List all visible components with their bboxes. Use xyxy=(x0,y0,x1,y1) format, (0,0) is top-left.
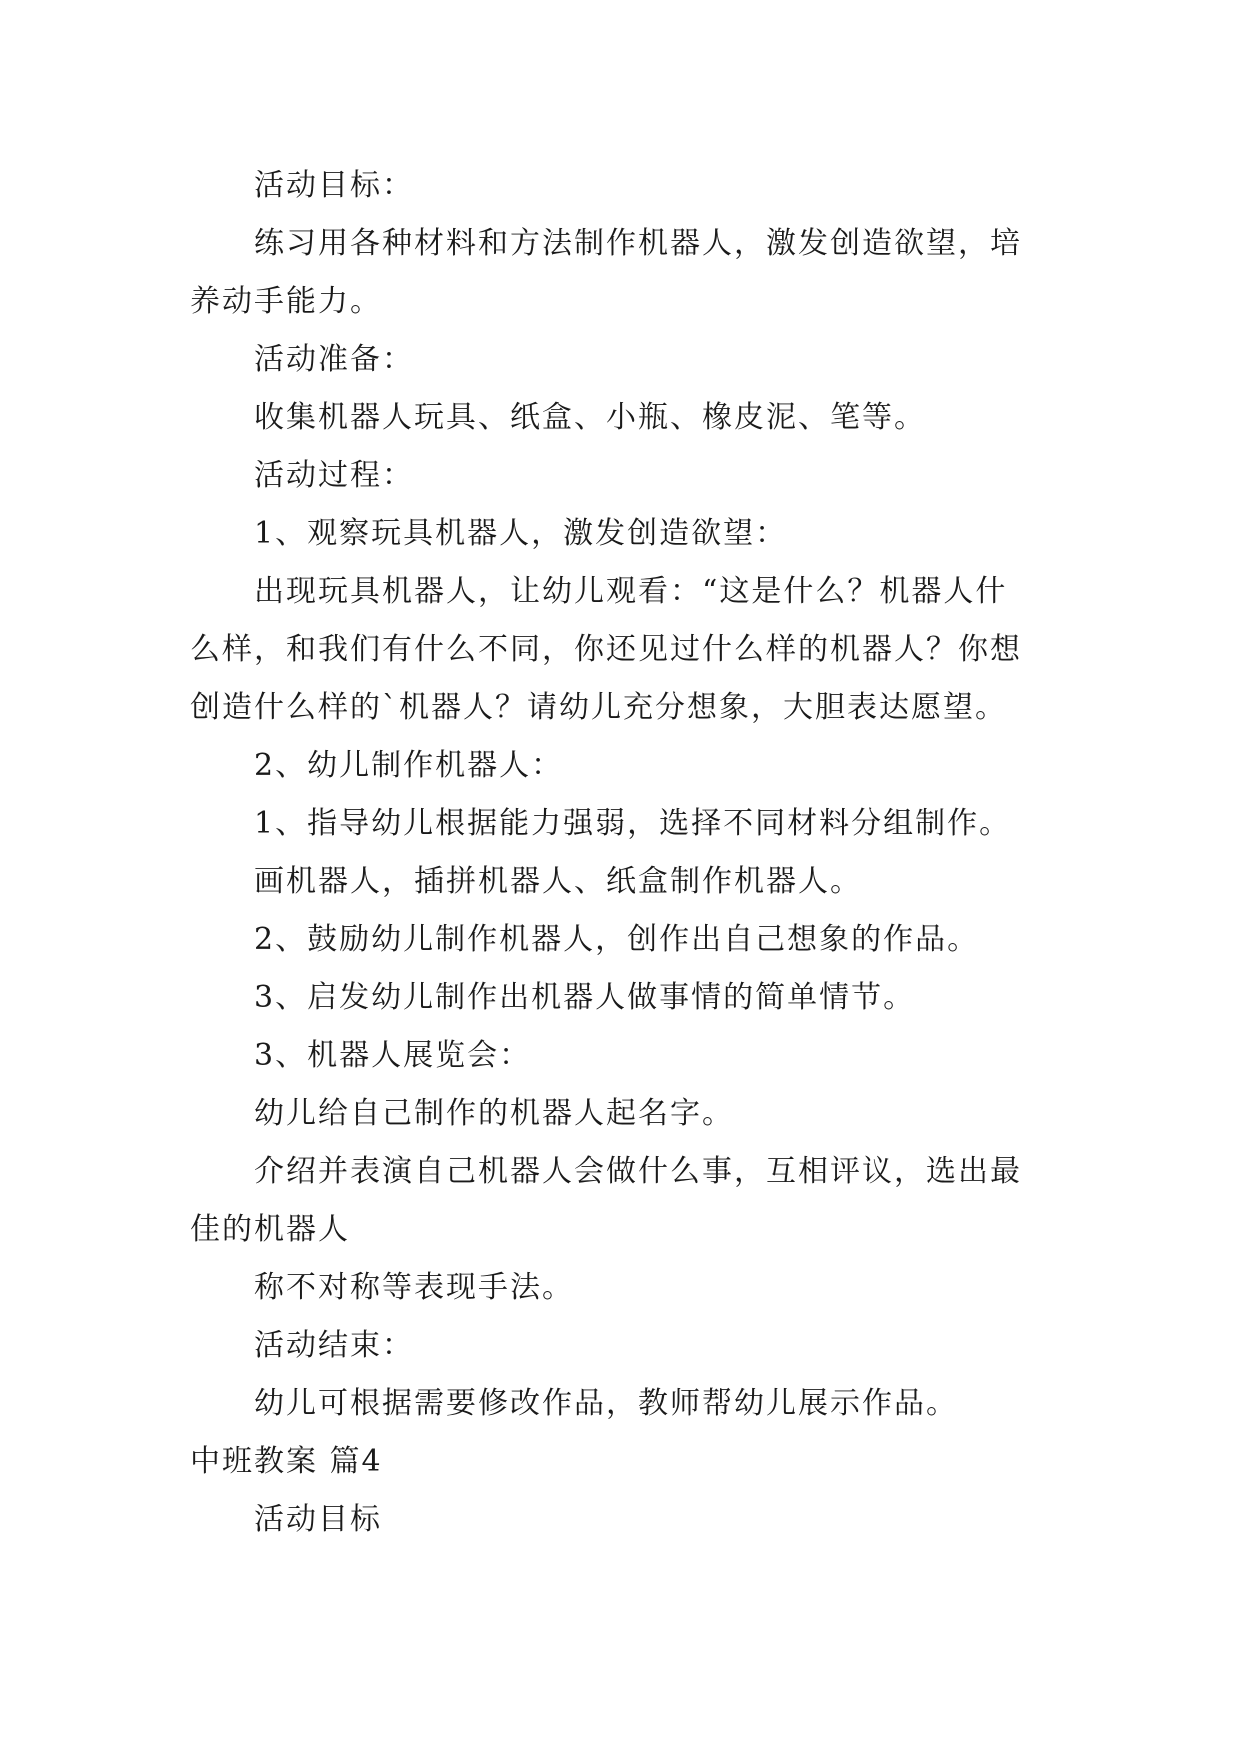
section-label-process: 活动过程： xyxy=(254,458,414,493)
paragraph-line: 幼儿可根据需要修改作品，教师帮幼儿展示作品。 xyxy=(254,1386,958,1421)
paragraph-line: 介绍并表演自己机器人会做什么事，互相评议，选出最 xyxy=(254,1154,1022,1189)
paragraph-line: 画机器人，插拼机器人、纸盒制作机器人。 xyxy=(254,864,862,899)
paragraph-line: 创造什么样的`机器人？请幼儿充分想象，大胆表达愿望。 xyxy=(190,690,1007,725)
paragraph-line: 佳的机器人 xyxy=(190,1212,350,1247)
paragraph-line: 2、鼓励幼儿制作机器人，创作出自己想象的作品。 xyxy=(254,922,980,957)
document-body xyxy=(190,157,1058,1549)
paragraph-line: 么样，和我们有什么不同，你还见过什么样的机器人？你想 xyxy=(190,632,1022,667)
paragraph-line: 养动手能力。 xyxy=(190,284,382,319)
section-label-end: 活动结束： xyxy=(254,1328,414,1363)
section-label-goals: 活动目标 xyxy=(254,1502,382,1537)
paragraph-line: 收集机器人玩具、纸盒、小瓶、橡皮泥、笔等。 xyxy=(254,400,926,435)
section-label-goals: 活动目标： xyxy=(254,168,414,203)
paragraph-line: 练习用各种材料和方法制作机器人，激发创造欲望，培 xyxy=(254,226,1022,261)
paragraph-line: 3、启发幼儿制作出机器人做事情的简单情节。 xyxy=(254,980,916,1015)
step-heading: 3、机器人展览会： xyxy=(254,1038,532,1073)
lesson-title: 中班教案 篇4 xyxy=(190,1444,383,1479)
paragraph-line: 称不对称等表现手法。 xyxy=(254,1270,574,1305)
section-label-preparation: 活动准备： xyxy=(254,342,414,377)
step-heading: 1、观察玩具机器人，激发创造欲望： xyxy=(254,516,788,551)
paragraph-line: 幼儿给自己制作的机器人起名字。 xyxy=(254,1096,734,1131)
paragraph-line: 1、指导幼儿根据能力强弱，选择不同材料分组制作。 xyxy=(254,806,1012,841)
step-heading: 2、幼儿制作机器人： xyxy=(254,748,564,783)
paragraph-line: 出现玩具机器人，让幼儿观看：“这是什么？机器人什 xyxy=(254,574,1008,609)
